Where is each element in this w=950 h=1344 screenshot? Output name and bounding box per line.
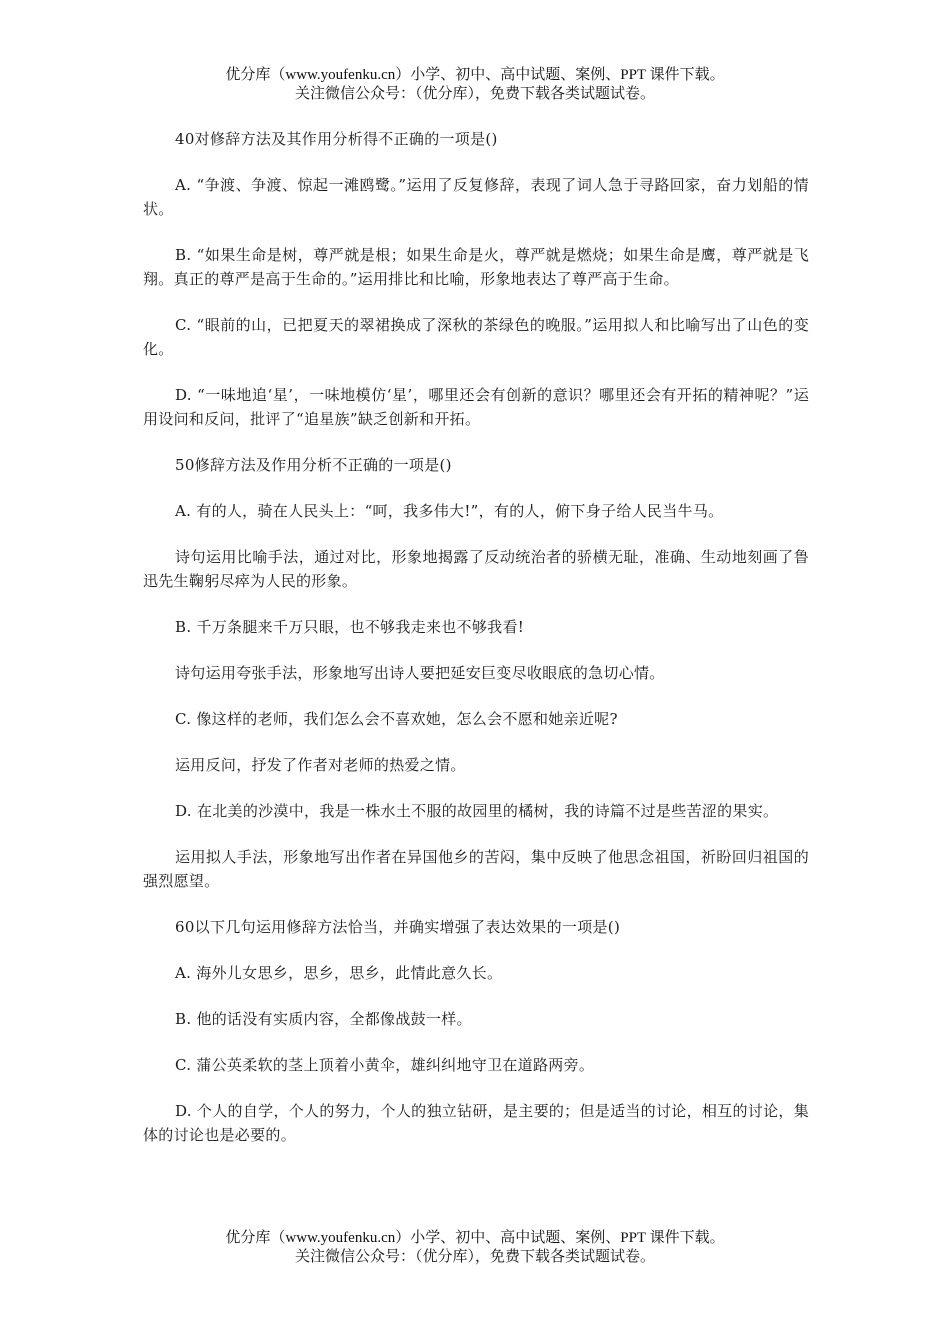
header-line-1: 优分库（www.youfenku.cn）小学、初中、高中试题、案例、PPT 课件下载。 <box>225 67 725 83</box>
option-c: C. 像这样的老师，我们怎么会不喜欢她，怎么会不愿和她亲近呢? <box>175 710 618 728</box>
page-footer <box>0 1229 950 1267</box>
option-c-analysis: 运用反问，抒发了作者对老师的热爱之情。 <box>175 756 466 774</box>
option-b: B. 千万条腿来千万只眼，也不够我走来也不够我看! <box>175 618 525 636</box>
footer-line-2: 关注微信公众号：（优分库），免费下载各类试题试卷。 <box>294 1249 655 1265</box>
header-line-2: 关注微信公众号：（优分库），免费下载各类试题试卷。 <box>294 86 655 102</box>
document-body <box>143 127 809 1169</box>
option-a: A. 有的人，骑在人民头上：“呵，我多伟大!”，有的人，俯下身子给人民当牛马。 <box>175 502 724 520</box>
option-b: B. “如果生命是树，尊严就是根；如果生命是火，尊严就是燃烧；如果生命是鹰，尊严就是飞翔。真正的尊严是高于生命的。”运用排比和比喻，形象地表达了尊严高于生命。 <box>143 246 809 288</box>
option-c: C. 蒲公英柔软的茎上顶着小黄伞，雄纠纠地守卫在道路两旁。 <box>175 1056 595 1074</box>
option-d: D. 个人的自学，个人的努力，个人的独立钻研，是主要的；但是适当的讨论，相互的讨论，集体的讨论也是必要的。 <box>143 1102 809 1144</box>
page-header <box>0 66 950 104</box>
option-b-analysis: 诗句运用夸张手法，形象地写出诗人要把延安巨变尽收眼底的急切心情。 <box>175 664 665 682</box>
option-c: C. “眼前的山，已把夏天的翠裙换成了深秋的茶绿色的晚服。”运用拟人和比喻写出了山色的变化。 <box>143 316 809 358</box>
question-stem: 40对修辞方法及其作用分析得不正确的一项是() <box>175 130 498 148</box>
option-b: B. 他的话没有实质内容，全都像战鼓一样。 <box>175 1010 472 1028</box>
option-d: D. “一味地追‘星’，一味地模仿‘星’，哪里还会有创新的意识？哪里还会有开拓的精神呢？”运用设问和反问，批评了“追星族”缺乏创新和开拓。 <box>143 386 809 428</box>
question-stem: 50修辞方法及作用分析不正确的一项是() <box>175 456 452 474</box>
question-stem: 60以下几句运用修辞方法恰当，并确实增强了表达效果的一项是() <box>175 918 621 936</box>
option-d: D. 在北美的沙漠中，我是一株水土不服的故园里的橘树，我的诗篇不过是些苦涩的果实。 <box>175 802 779 820</box>
option-a: A. “争渡、争渡、惊起一滩鸥鹭。”运用了反复修辞，表现了词人急于寻路回家，奋力划船的情状。 <box>143 176 809 218</box>
option-d-analysis: 运用拟人手法，形象地写出作者在异国他乡的苦闷，集中反映了他思念祖国，祈盼回归祖国的强烈愿望。 <box>143 848 809 890</box>
footer-line-1: 优分库（www.youfenku.cn）小学、初中、高中试题、案例、PPT 课件下载。 <box>225 1230 725 1246</box>
option-a-analysis: 诗句运用比喻手法，通过对比，形象地揭露了反动统治者的骄横无耻，准确、生动地刻画了鲁迅先生鞠躬尽瘁为人民的形象。 <box>143 548 809 590</box>
option-a: A. 海外儿女思乡，思乡，思乡，此情此意久长。 <box>175 964 503 982</box>
